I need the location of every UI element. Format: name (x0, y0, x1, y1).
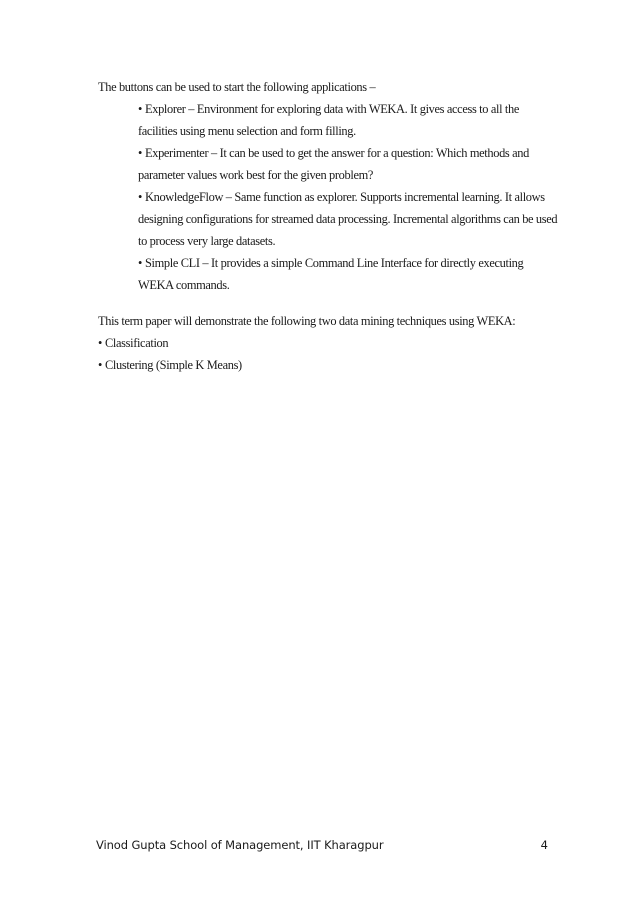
document-body (98, 76, 558, 376)
paragraph-spacer (98, 296, 558, 310)
page-number: 4 (540, 838, 548, 852)
list-item-clustering (98, 354, 558, 376)
list-item-text: Clustering (Simple K Means) (105, 358, 242, 372)
list-item-classification (98, 332, 558, 354)
techniques-list (98, 332, 558, 376)
bullet-icon: • (98, 358, 102, 372)
list-item-text: Explorer – Environment for exploring data with WEKA. It gives access to all the facilities using menu selection and form filling. (138, 102, 520, 138)
bullet-icon: • (98, 336, 102, 350)
list-item-text: Experimenter – It can be used to get the answer for a question: Which methods and parameter values work best for the given problem? (138, 146, 529, 182)
bullet-icon: • (138, 102, 142, 116)
list-item-experimenter (138, 142, 558, 186)
list-item-explorer (138, 98, 558, 142)
footer-school-name: Vinod Gupta School of Management, IIT Kharagpur (96, 838, 384, 852)
bullet-icon: • (138, 146, 142, 160)
list-item-knowledgeflow (138, 186, 558, 252)
list-item-text: KnowledgeFlow – Same function as explorer. Supports incremental learning. It allows designing configurations for streamed data processing. Incremental algorithms can be used to process very large datasets. (138, 190, 558, 248)
list-item-text: Classification (105, 336, 169, 350)
list-item-text: Simple CLI – It provides a simple Command Line Interface for directly executing WEKA commands. (138, 256, 524, 292)
intro-paragraph: The buttons can be used to start the following applications – (98, 80, 376, 94)
bullet-icon: • (138, 256, 142, 270)
summary-paragraph: This term paper will demonstrate the following two data mining techniques using WEKA: (98, 314, 516, 328)
list-item-simple-cli (138, 252, 558, 296)
applications-list (138, 98, 558, 296)
bullet-icon: • (138, 190, 142, 204)
